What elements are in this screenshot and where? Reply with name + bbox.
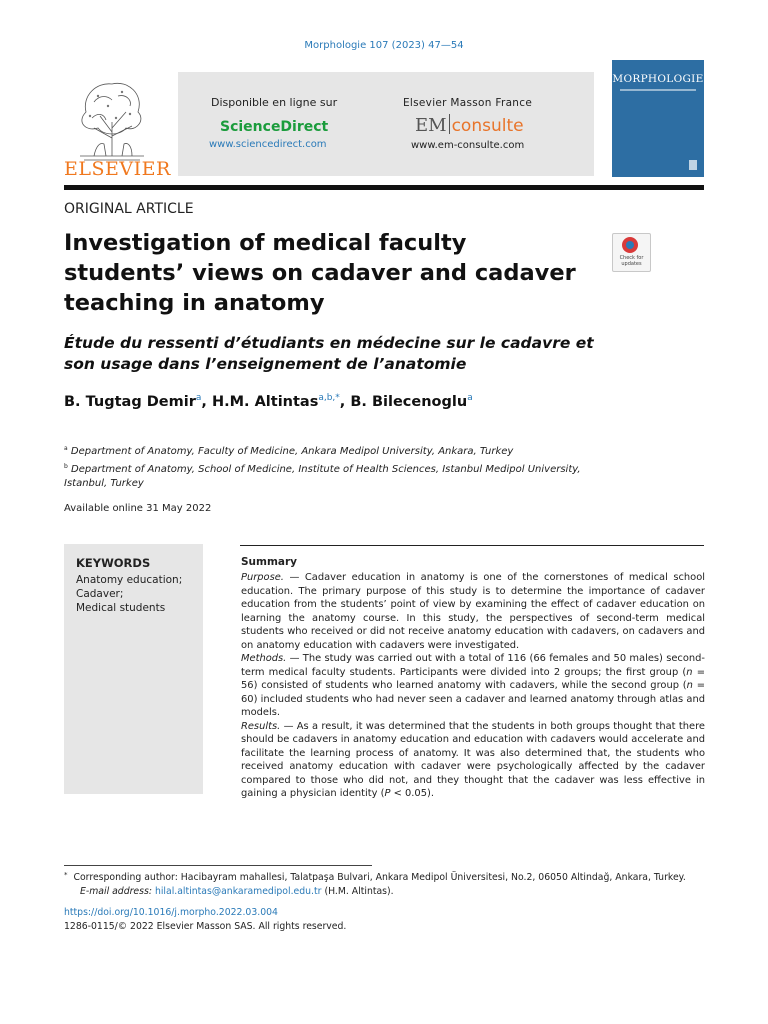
affiliation-item (64, 460, 624, 492)
article-type: ORIGINAL ARTICLE (64, 201, 194, 217)
affiliations (64, 442, 624, 492)
footnote-rule (64, 865, 372, 866)
affiliation-mark: b (64, 462, 68, 470)
author-affiliation-mark[interactable]: a,b,* (318, 393, 340, 403)
summary-rule (240, 545, 704, 546)
results-text: < 0.05). (390, 788, 434, 799)
summary-results (241, 720, 705, 801)
email-line (64, 885, 714, 899)
affiliation-text: Department of Anatomy, Faculty of Medicine, Ankara Medipol University, Ankara, Turkey (70, 446, 514, 457)
results-label: Results. (241, 720, 281, 732)
corresponding-address (64, 869, 714, 885)
copyright: 1286-0115/© 2022 Elsevier Masson SAS. All rights reserved. (64, 921, 347, 932)
crossmark-inner-dot (626, 241, 634, 249)
em-prefix: EM (415, 115, 447, 136)
em-consulte-logo[interactable] (415, 114, 524, 136)
crossmark-icon (622, 237, 638, 253)
methods-n-symbol: n (686, 666, 693, 678)
methods-text: — The study was carried out with a total of 116 (66 females and 50 males) second-term medical faculty students. Participants were divided into 2 groups; the first group ( (241, 653, 705, 678)
email-label: E-mail address: (80, 885, 152, 897)
author-name[interactable]: B. Tugtag Demir (64, 394, 196, 410)
purpose-label: Purpose. (241, 572, 284, 583)
cover-publisher-mark-icon (689, 160, 697, 170)
doi-link[interactable]: https://doi.org/10.1016/j.morpho.2022.03.004 (64, 907, 278, 918)
summary-purpose (241, 571, 705, 652)
sciencedirect-logo-text[interactable]: ScienceDirect (220, 119, 329, 135)
email-owner: (H.M. Altintas). (324, 885, 394, 897)
journal-cover-image[interactable] (612, 60, 704, 177)
affiliation-mark: a (64, 445, 68, 452)
available-online-date: Available online 31 May 2022 (64, 503, 212, 514)
keyword-item: Anatomy education; (76, 574, 183, 586)
purpose-text: — Cadaver education in anatomy is one of the cornerstones of medical school education. The primary purpose of this study is to determine the importance of cadaver education from the students’ point of view by examining the effect of cadaver education on learning the anatomy course. In this study, the perspectives of second-term medical students who received or did not receive anatomy education with cadavers, on cadavers and on anatomy education with cadavers were investigated. (241, 572, 705, 651)
corresponding-text: Corresponding author: Hacibayram mahallesi, Talatpaşa Bulvari, Ankara Medipol Üniversitesi, No.2, 06050 Altindağ, Ankara, Turkey. (73, 872, 686, 883)
em-consulte-link[interactable]: www.em-consulte.com (411, 140, 525, 151)
keywords-heading: KEYWORDS (76, 556, 151, 570)
affiliation-item (64, 442, 624, 460)
methods-n-symbol: n (686, 680, 693, 691)
journal-reference[interactable]: Morphologie 107 (2023) 47—54 (304, 40, 464, 51)
author-name[interactable]: H.M. Altintas (211, 394, 319, 410)
methods-label: Methods. (241, 653, 287, 664)
author-name[interactable]: B. Bilecenoglu (350, 394, 468, 410)
keyword-item: Cadaver; (76, 588, 124, 600)
article-title: Investigation of medical faculty students’ views on cadaver and cadaver teaching in anatomy (64, 230, 576, 316)
cover-subtitle-line (620, 89, 696, 91)
em-suffix: consulte (451, 116, 524, 136)
results-p-symbol: P (384, 788, 391, 799)
available-online-label: Disponible en ligne sur (211, 96, 338, 109)
author-affiliation-mark[interactable]: a (195, 393, 202, 403)
results-text: — As a result, it was determined that the students in both groups thought that there should be cadavers in anatomy education and education with cadavers would accelerate and facilitate the learning process of anatomy. It was also determined that, the students who received anatomy education with cadaver were psychologically affected by the cadaver compared to those who did not, and they thought that the cadaver was less effective in gaining a physician identity ( (241, 720, 705, 799)
article-title-french: Étude du ressenti d’étudiants en médecine sur le cadavre et son usage dans l’enseignement de l’anatomie (64, 334, 594, 373)
elsevier-wordmark: ELSEVIER (64, 158, 171, 180)
affiliation-text: Department of Anatomy, School of Medicine, Institute of Health Sciences, Istanbul Medipol University, Istanbul, Turkey (64, 463, 581, 489)
cover-title: MORPHOLOGIE (612, 73, 704, 85)
summary-heading: Summary (241, 556, 298, 568)
summary-body (241, 571, 705, 801)
corresponding-author-footnote (64, 869, 714, 898)
footnote-mark: * (64, 871, 68, 879)
author-affiliation-mark[interactable]: a (467, 393, 473, 403)
publisher-name: Elsevier Masson France (403, 97, 533, 109)
methods-text: = 56) consisted of students who learned anatomy with cadavers, while the second group ( (241, 666, 705, 691)
email-link[interactable]: hilal.altintas@ankaramedipol.edu.tr (154, 885, 322, 897)
sciencedirect-link[interactable]: www.sciencedirect.com (209, 139, 327, 150)
summary-methods (241, 652, 705, 720)
author-list: B. Tugtag Demir$^a$, H.M. Altintas$^{a,b,*}$, B. Bilecenoglu$^a$ (64, 393, 473, 410)
em-divider (449, 114, 450, 134)
methods-text: = 60) included students who had never seen a cadaver and learned anatomy through atlas and models. (241, 680, 705, 718)
keywords-box (64, 544, 203, 794)
keyword-item: Medical students (76, 602, 166, 614)
header-rule (64, 185, 704, 190)
check-for-updates-label: Check for updates (619, 255, 644, 267)
check-for-updates-badge[interactable] (612, 233, 651, 272)
